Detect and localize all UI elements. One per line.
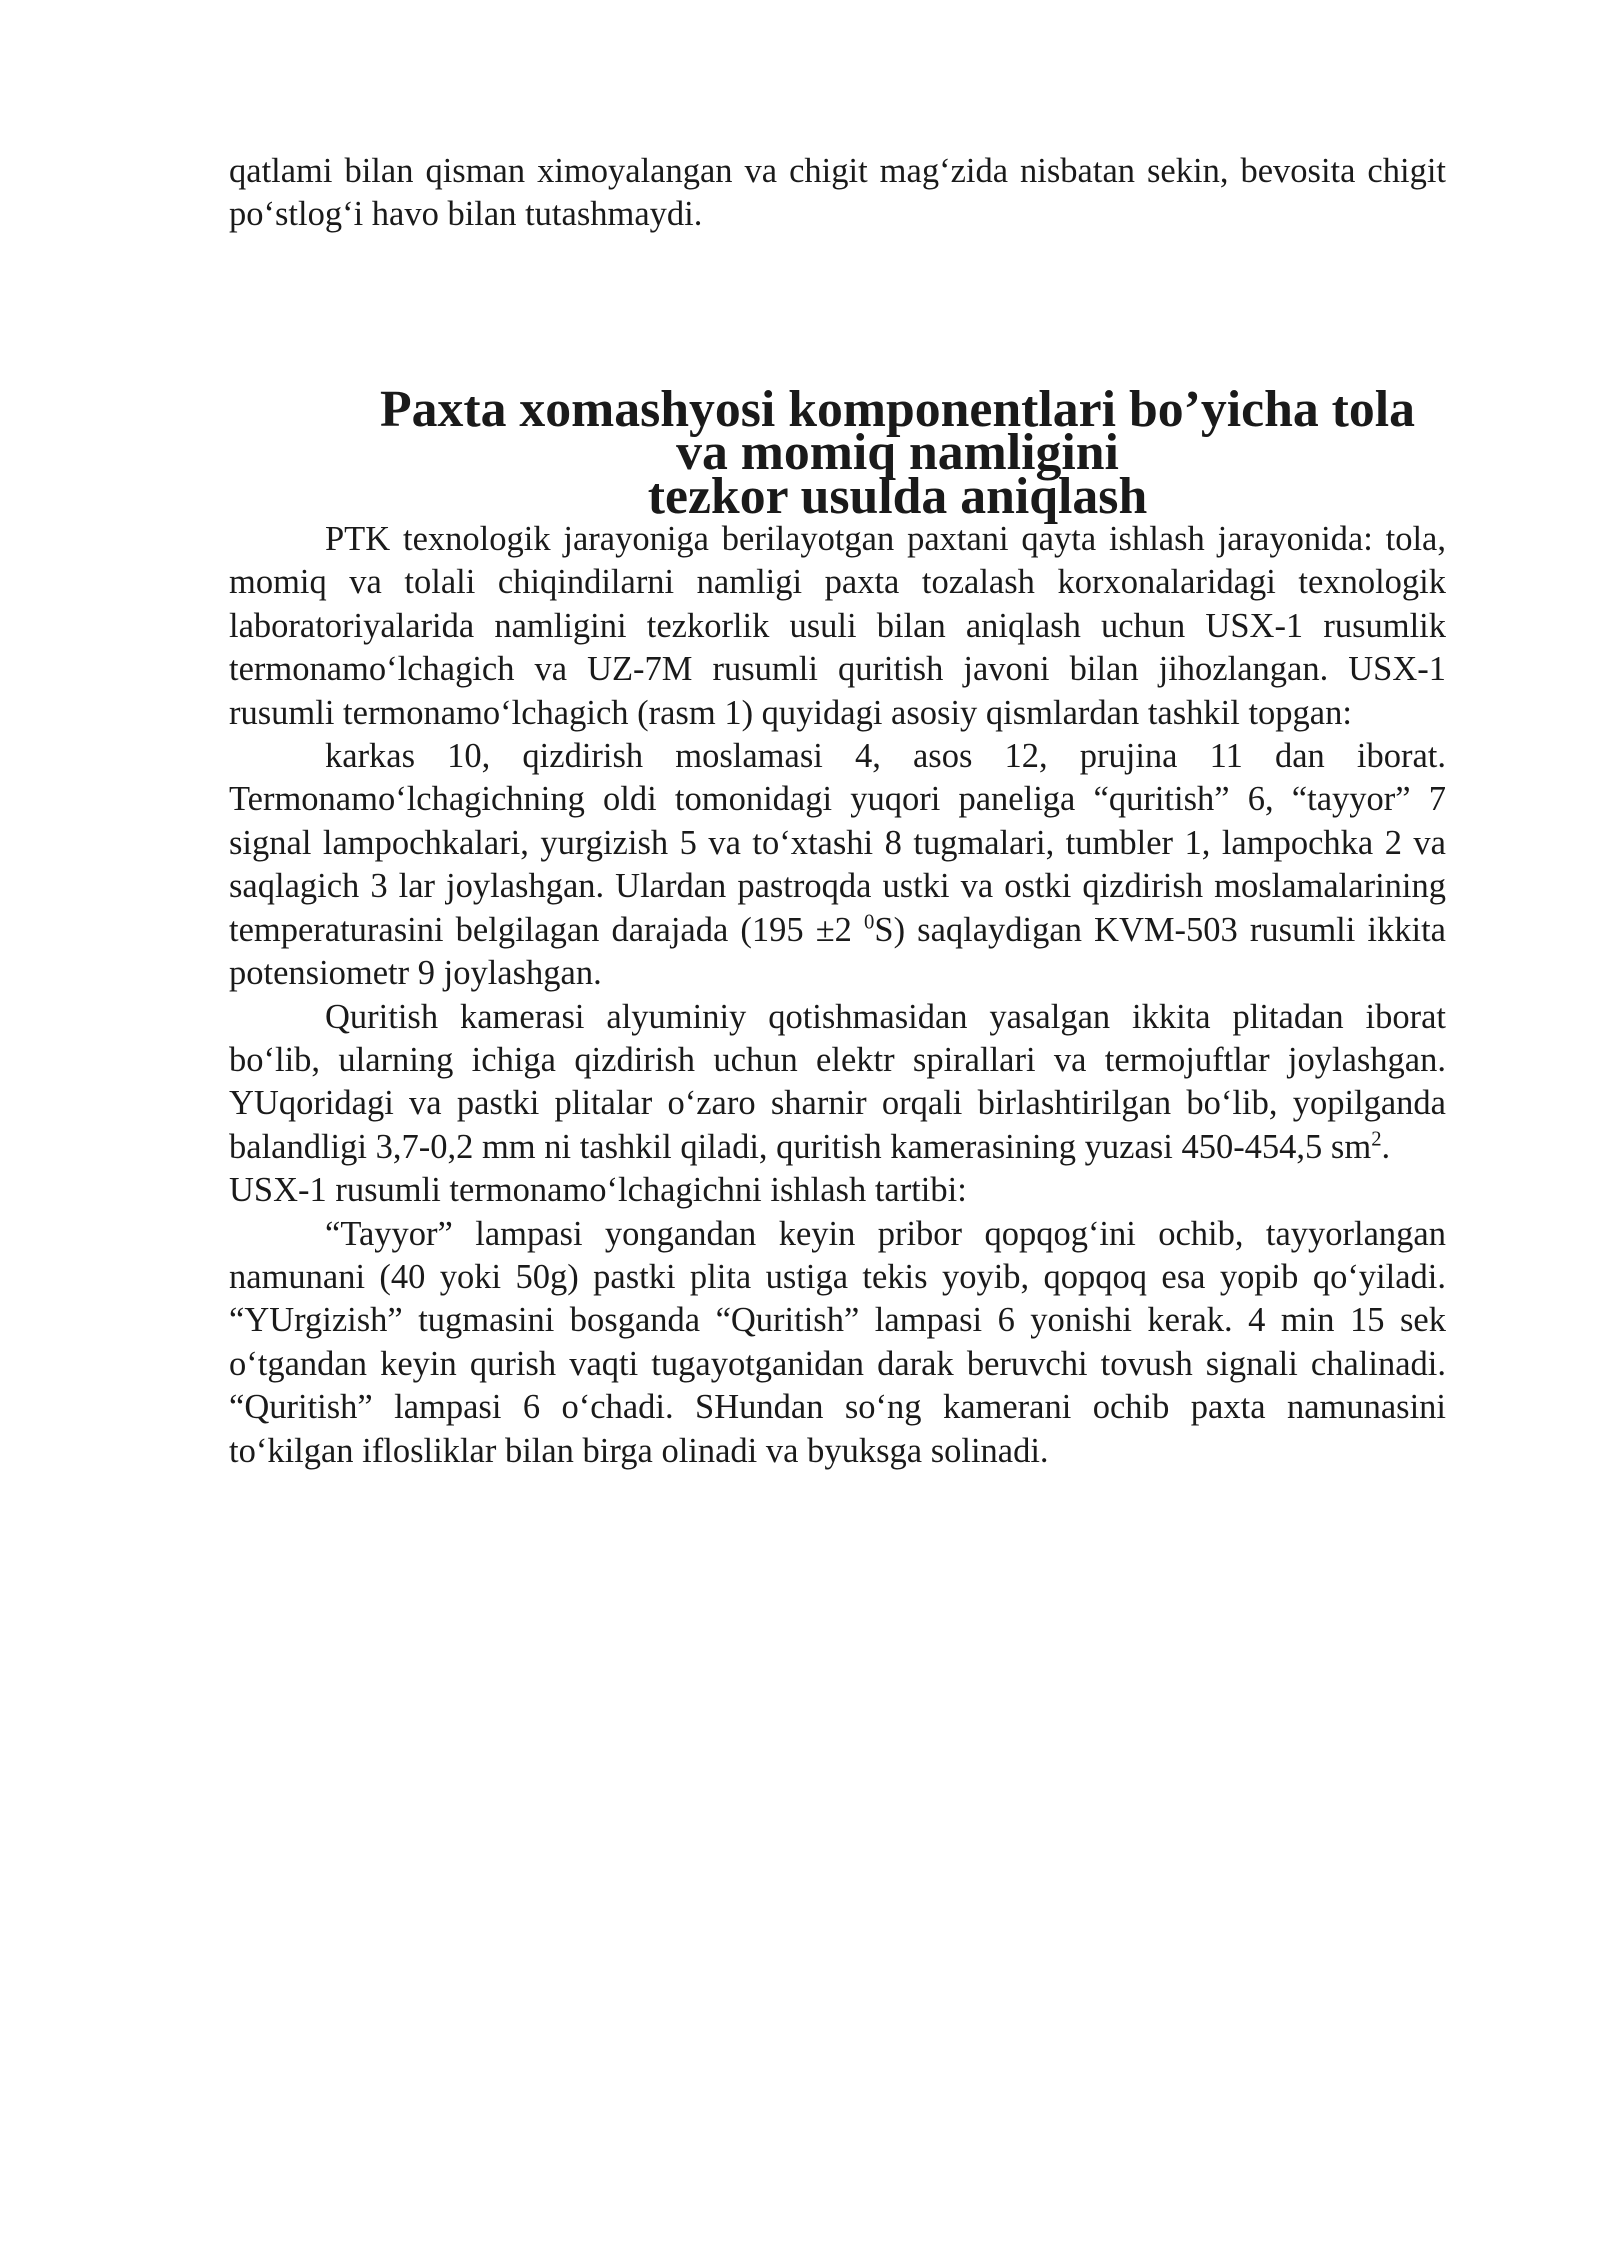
intro-paragraph: qatlami bilan qisman ximoyalangan va chigit mag‘zida nisbatan sekin, bevosita chigit po‘stlog‘i havo bilan tutashmaydi. <box>229 152 1446 234</box>
paragraph-quritish-text-end: . <box>1381 1127 1391 1166</box>
paragraph-karkas <box>229 735 1446 995</box>
document-page <box>229 150 1446 1473</box>
paragraph-karkas-text: karkas 10, qizdirish moslamasi 4, asos 12, prujina 11 dan iborat. Termonamo‘lchagichning oldi tomonidagi yuqori paneliga “quritish” 6, “tayyor” 7 signal lampochkalari, yurgizish 5 va to‘xtashi 8 tugmalari, tumbler 1, lampochka 2 va saqlagich 3 lar joylashgan. Ulardan pastroqda ustki va ostki qizdirish moslamalarining temperaturasini belgilagan darajada (195 ±2 <box>229 737 1446 949</box>
section-gap <box>229 237 1446 388</box>
square-superscript: 2 <box>1371 1128 1382 1151</box>
paragraph-quritish-kamerasi <box>229 996 1446 1170</box>
paragraph-ptk: PTK texnologik jarayoniga berilayotgan paxtani qayta ishlash jarayonida: tola, momiq va tolali chiqindilarni namligi paxta tozalash korxonalaridagi texnologik laboratoriyalarida namligini tezkorlik usuli bilan aniqlash uchun USX-1 rusumlik termonamo‘lchagich va UZ-7M rusumli quritish javoni bilan jihozlangan. USX-1 rusumli termonamo‘lchagich (rasm 1) quyidagi asosiy qismlardan tashkil topgan: <box>229 520 1446 732</box>
section-heading-line-2: tezkor usulda aniqlash <box>647 467 1148 525</box>
degree-superscript: 0 <box>864 911 875 934</box>
paragraph-quritish-text: Quritish kamerasi alyuminiy qotishmasidan yasalgan ikkita plitadan iborat bo‘lib, ularning ichiga qizdirish uchun elektr spirallari va termojuftlar joylashgan. YUqoridagi va pastki plitalar o‘zaro sharnir orqali birlashtirilgan bo‘lib, yopilganda balandligi 3,7-0,2 mm ni tashkil qiladi, quritish kamerasining yuzasi 450-454,5 sm <box>229 997 1446 1166</box>
paragraph-ishlash-tartibi: USX-1 rusumli termonamo‘lchagichni ishlash tartibi: <box>229 1171 967 1210</box>
paragraph-tayyor-lampasi: “Tayyor” lampasi yongandan keyin pribor qopqog‘ini ochib, tayyorlangan namunani (40 yoki 50g) pastki plita ustiga tekis yoyib, qopqoq esa yopib qo‘yiladi. “YUrgizish” tugmasini bosganda “Quritish” lampasi 6 yonishi kerak. 4 min 15 sek o‘tgandan keyin qurish vaqti tugayotganidan darak beruvchi tovush signali chalinadi. “Quritish” lampasi 6 o‘chadi. SHundan so‘ng kamerani ochib paxta namunasini to‘kilgan iflosliklar bilan birga olinadi va byuksga solinadi. <box>229 1214 1446 1470</box>
section-heading <box>229 380 1446 525</box>
paragraph-karkas-text-end: S) saqlaydigan KVM-503 rusumli ikkita potensiometr 9 joylashgan. <box>229 910 1446 993</box>
section-heading-line-1: Paxta xomashyosi komponentlari bo’yicha tola va momiq namligini <box>379 380 1416 482</box>
